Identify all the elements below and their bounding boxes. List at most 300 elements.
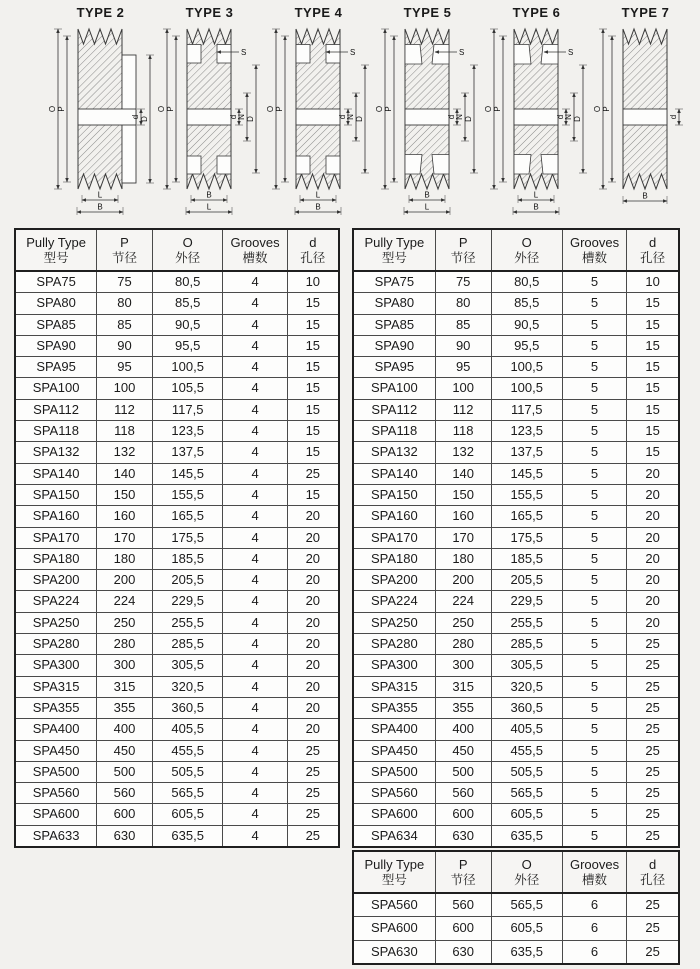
table-cell: 4 bbox=[223, 655, 287, 676]
table-cell: 5 bbox=[562, 421, 627, 442]
table-cell: 630 bbox=[435, 825, 491, 847]
table-cell: SPA630 bbox=[353, 940, 435, 964]
table-cell: 15 bbox=[287, 378, 339, 399]
diagram-title: TYPE 2 bbox=[76, 5, 125, 20]
table-cell: SPA132 bbox=[15, 442, 97, 463]
table-cell: 150 bbox=[435, 484, 491, 505]
table-cell: 4 bbox=[223, 740, 287, 761]
svg-text:B: B bbox=[533, 202, 539, 212]
table-cell: 100 bbox=[97, 378, 153, 399]
table-cell: 5 bbox=[562, 719, 627, 740]
table-row bbox=[353, 399, 679, 420]
table-cell: 160 bbox=[97, 506, 153, 527]
table-row bbox=[353, 421, 679, 442]
table-cell: 132 bbox=[435, 442, 491, 463]
pulley-drawing bbox=[373, 21, 482, 217]
table-cell: SPA160 bbox=[15, 506, 97, 527]
table-row bbox=[15, 548, 339, 569]
table-cell: 145,5 bbox=[491, 463, 562, 484]
table-cell: 20 bbox=[287, 655, 339, 676]
table-cell: 15 bbox=[287, 484, 339, 505]
table-cell: 25 bbox=[627, 804, 679, 825]
table-cell: 4 bbox=[223, 314, 287, 335]
table-cell: 355 bbox=[435, 697, 491, 718]
table-cell: 25 bbox=[287, 783, 339, 804]
table-cell: 560 bbox=[97, 783, 153, 804]
svg-text:D: D bbox=[464, 116, 473, 122]
table-cell: 25 bbox=[627, 783, 679, 804]
table-cell: 5 bbox=[562, 506, 627, 527]
table-cell: 15 bbox=[627, 378, 679, 399]
svg-text:d: d bbox=[669, 114, 678, 120]
table-cell: 360,5 bbox=[152, 697, 223, 718]
svg-text:L: L bbox=[533, 190, 539, 200]
table-cell: 20 bbox=[287, 506, 339, 527]
table-cell: 105,5 bbox=[152, 378, 223, 399]
table-cell: 600 bbox=[435, 804, 491, 825]
table-cell: 255,5 bbox=[491, 612, 562, 633]
svg-text:P: P bbox=[166, 106, 175, 112]
table-cell: 505,5 bbox=[152, 761, 223, 782]
table-cell: 185,5 bbox=[152, 548, 223, 569]
column-header: Pully Type 型号 bbox=[15, 229, 97, 271]
table-row bbox=[15, 825, 339, 847]
table-cell: 20 bbox=[287, 548, 339, 569]
pulley-diagram-5 bbox=[373, 4, 482, 224]
table-cell: 5 bbox=[562, 676, 627, 697]
table-cell: 165,5 bbox=[152, 506, 223, 527]
table-cell: 5 bbox=[562, 740, 627, 761]
svg-text:O: O bbox=[266, 105, 275, 113]
table-cell: 15 bbox=[287, 314, 339, 335]
table-row bbox=[15, 570, 339, 591]
header-row bbox=[353, 851, 679, 893]
table-row bbox=[15, 399, 339, 420]
column-header: O 外径 bbox=[152, 229, 223, 271]
table-cell: 250 bbox=[97, 612, 153, 633]
spec-table-6-grooves-wrap bbox=[352, 850, 680, 965]
column-header: d 孔径 bbox=[627, 851, 679, 893]
table-cell: 75 bbox=[435, 271, 491, 293]
svg-text:L: L bbox=[97, 190, 103, 200]
table-row bbox=[353, 314, 679, 335]
column-header: Grooves 槽数 bbox=[223, 229, 287, 271]
table-cell: 140 bbox=[435, 463, 491, 484]
table-cell: 20 bbox=[287, 591, 339, 612]
table-cell: 565,5 bbox=[491, 893, 562, 917]
table-cell: 450 bbox=[435, 740, 491, 761]
table-cell: 5 bbox=[562, 655, 627, 676]
table-cell: 15 bbox=[627, 399, 679, 420]
spec-table-5-grooves-wrap bbox=[352, 228, 680, 848]
table-cell: 90,5 bbox=[491, 314, 562, 335]
table-cell: SPA600 bbox=[353, 804, 435, 825]
table-cell: 6 bbox=[562, 940, 627, 964]
column-header: Grooves 槽数 bbox=[562, 851, 627, 893]
table-cell: 20 bbox=[627, 591, 679, 612]
table-cell: 175,5 bbox=[491, 527, 562, 548]
column-header: P 节径 bbox=[97, 229, 153, 271]
table-cell: 100,5 bbox=[491, 357, 562, 378]
table-cell: SPA355 bbox=[15, 697, 97, 718]
table-cell: 600 bbox=[435, 917, 491, 940]
svg-text:S: S bbox=[241, 48, 247, 57]
table-cell: 112 bbox=[97, 399, 153, 420]
table-cell: SPA200 bbox=[353, 570, 435, 591]
table-cell: SPA132 bbox=[353, 442, 435, 463]
table-cell: 80,5 bbox=[152, 271, 223, 293]
table-cell: SPA280 bbox=[353, 634, 435, 655]
table-cell: 450 bbox=[97, 740, 153, 761]
table-cell: SPA180 bbox=[15, 548, 97, 569]
table-row bbox=[353, 893, 679, 917]
table-cell: SPA170 bbox=[353, 527, 435, 548]
table-cell: SPA85 bbox=[15, 314, 97, 335]
column-header: P 节径 bbox=[435, 851, 491, 893]
table-cell: 205,5 bbox=[152, 570, 223, 591]
table-cell: 4 bbox=[223, 271, 287, 293]
table-cell: 95,5 bbox=[491, 335, 562, 356]
svg-text:d: d bbox=[338, 114, 347, 120]
svg-text:B: B bbox=[642, 191, 648, 201]
table-cell: 5 bbox=[562, 314, 627, 335]
table-cell: 25 bbox=[627, 825, 679, 847]
pulley-diagram-6 bbox=[482, 4, 591, 224]
table-cell: 4 bbox=[223, 527, 287, 548]
table-cell: SPA600 bbox=[15, 804, 97, 825]
table-cell: 6 bbox=[562, 917, 627, 940]
diagram-title: TYPE 4 bbox=[294, 5, 343, 20]
table-cell: SPA150 bbox=[353, 484, 435, 505]
table-cell: 4 bbox=[223, 804, 287, 825]
svg-text:D: D bbox=[246, 116, 255, 122]
diagram-strip bbox=[0, 4, 700, 224]
svg-text:N: N bbox=[564, 114, 573, 120]
table-cell: 85,5 bbox=[152, 293, 223, 314]
table-cell: 5 bbox=[562, 378, 627, 399]
table-row bbox=[353, 271, 679, 293]
table-cell: 4 bbox=[223, 463, 287, 484]
table-cell: 155,5 bbox=[152, 484, 223, 505]
table-cell: 137,5 bbox=[491, 442, 562, 463]
table-row bbox=[353, 293, 679, 314]
table-row bbox=[353, 655, 679, 676]
table-cell: SPA250 bbox=[353, 612, 435, 633]
table-row bbox=[15, 804, 339, 825]
table-row bbox=[15, 655, 339, 676]
table-cell: 25 bbox=[627, 893, 679, 917]
spec-table-5-grooves bbox=[352, 228, 680, 848]
table-cell: 280 bbox=[97, 634, 153, 655]
table-cell: 4 bbox=[223, 676, 287, 697]
table-cell: 4 bbox=[223, 335, 287, 356]
table-cell: 85,5 bbox=[491, 293, 562, 314]
table-cell: 20 bbox=[287, 676, 339, 697]
table-cell: 360,5 bbox=[491, 697, 562, 718]
table-cell: 80 bbox=[435, 293, 491, 314]
table-row bbox=[15, 314, 339, 335]
table-cell: 405,5 bbox=[152, 719, 223, 740]
table-cell: 117,5 bbox=[491, 399, 562, 420]
svg-text:N: N bbox=[237, 114, 246, 120]
table-cell: 4 bbox=[223, 719, 287, 740]
table-cell: 4 bbox=[223, 484, 287, 505]
table-row bbox=[353, 719, 679, 740]
table-cell: 635,5 bbox=[491, 940, 562, 964]
column-header: Pully Type 型号 bbox=[353, 229, 435, 271]
table-row bbox=[353, 634, 679, 655]
table-cell: SPA560 bbox=[353, 783, 435, 804]
table-cell: 25 bbox=[627, 676, 679, 697]
table-cell: 15 bbox=[627, 293, 679, 314]
table-cell: 100 bbox=[435, 378, 491, 399]
table-cell: SPA400 bbox=[353, 719, 435, 740]
table-cell: SPA90 bbox=[353, 335, 435, 356]
table-cell: SPA80 bbox=[15, 293, 97, 314]
table-cell: 145,5 bbox=[152, 463, 223, 484]
table-cell: 605,5 bbox=[491, 917, 562, 940]
table-row bbox=[353, 591, 679, 612]
table-row bbox=[15, 463, 339, 484]
svg-text:B: B bbox=[206, 190, 212, 200]
table-cell: 229,5 bbox=[491, 591, 562, 612]
table-cell: 185,5 bbox=[491, 548, 562, 569]
table-cell: SPA85 bbox=[353, 314, 435, 335]
table-cell: SPA95 bbox=[15, 357, 97, 378]
table-cell: SPA160 bbox=[353, 506, 435, 527]
column-header: Grooves 槽数 bbox=[562, 229, 627, 271]
table-row bbox=[353, 804, 679, 825]
table-cell: 25 bbox=[627, 634, 679, 655]
table-cell: 85 bbox=[97, 314, 153, 335]
table-row bbox=[353, 825, 679, 847]
table-cell: 200 bbox=[97, 570, 153, 591]
table-cell: 25 bbox=[627, 761, 679, 782]
table-cell: 5 bbox=[562, 825, 627, 847]
table-cell: SPA300 bbox=[353, 655, 435, 676]
table-cell: 315 bbox=[435, 676, 491, 697]
table-cell: 5 bbox=[562, 399, 627, 420]
table-cell: SPA112 bbox=[353, 399, 435, 420]
table-cell: 285,5 bbox=[491, 634, 562, 655]
table-row bbox=[353, 570, 679, 591]
table-cell: 100,5 bbox=[152, 357, 223, 378]
table-cell: 5 bbox=[562, 804, 627, 825]
table-cell: SPA80 bbox=[353, 293, 435, 314]
table-row bbox=[353, 357, 679, 378]
table-row bbox=[353, 612, 679, 633]
table-row bbox=[353, 740, 679, 761]
header-row bbox=[15, 229, 339, 271]
table-cell: 117,5 bbox=[152, 399, 223, 420]
table-row bbox=[353, 335, 679, 356]
svg-text:N: N bbox=[346, 114, 355, 120]
table-cell: 118 bbox=[97, 421, 153, 442]
table-cell: 4 bbox=[223, 506, 287, 527]
table-cell: 5 bbox=[562, 570, 627, 591]
pulley-diagram-7 bbox=[591, 4, 700, 224]
table-cell: 80,5 bbox=[491, 271, 562, 293]
table-row bbox=[15, 293, 339, 314]
table-cell: 132 bbox=[97, 442, 153, 463]
table-cell: SPA100 bbox=[353, 378, 435, 399]
table-row bbox=[15, 357, 339, 378]
table-cell: SPA118 bbox=[15, 421, 97, 442]
table-row bbox=[353, 527, 679, 548]
table-cell: 90 bbox=[435, 335, 491, 356]
table-cell: 25 bbox=[287, 804, 339, 825]
table-row bbox=[15, 421, 339, 442]
table-cell: SPA634 bbox=[353, 825, 435, 847]
table-row bbox=[353, 940, 679, 964]
svg-text:d: d bbox=[229, 114, 238, 120]
table-cell: SPA300 bbox=[15, 655, 97, 676]
table-cell: 15 bbox=[627, 357, 679, 378]
table-row bbox=[15, 591, 339, 612]
table-cell: 635,5 bbox=[152, 825, 223, 847]
svg-text:P: P bbox=[275, 106, 284, 112]
table-cell: 25 bbox=[627, 719, 679, 740]
table-cell: SPA315 bbox=[353, 676, 435, 697]
table-cell: 95 bbox=[435, 357, 491, 378]
table-row bbox=[15, 335, 339, 356]
column-header: O 外径 bbox=[491, 851, 562, 893]
table-cell: 4 bbox=[223, 293, 287, 314]
table-cell: 300 bbox=[97, 655, 153, 676]
table-cell: 4 bbox=[223, 825, 287, 847]
table-cell: SPA600 bbox=[353, 917, 435, 940]
table-cell: 205,5 bbox=[491, 570, 562, 591]
table-cell: SPA170 bbox=[15, 527, 97, 548]
svg-text:O: O bbox=[157, 105, 166, 113]
svg-text:P: P bbox=[493, 106, 502, 112]
table-cell: 15 bbox=[287, 399, 339, 420]
table-cell: SPA280 bbox=[15, 634, 97, 655]
table-cell: 405,5 bbox=[491, 719, 562, 740]
pulley-drawing bbox=[591, 21, 700, 217]
table-cell: 224 bbox=[97, 591, 153, 612]
table-cell: 25 bbox=[627, 655, 679, 676]
table-cell: SPA224 bbox=[353, 591, 435, 612]
table-cell: 20 bbox=[287, 634, 339, 655]
table-cell: 4 bbox=[223, 378, 287, 399]
svg-text:S: S bbox=[350, 48, 356, 57]
table-cell: 25 bbox=[627, 917, 679, 940]
table-cell: 25 bbox=[287, 463, 339, 484]
table-cell: 5 bbox=[562, 527, 627, 548]
table-cell: 15 bbox=[287, 442, 339, 463]
table-cell: 165,5 bbox=[491, 506, 562, 527]
svg-text:L: L bbox=[206, 202, 212, 212]
column-header: P 节径 bbox=[435, 229, 491, 271]
table-row bbox=[353, 548, 679, 569]
table-cell: 560 bbox=[435, 893, 491, 917]
table-cell: 5 bbox=[562, 335, 627, 356]
pulley-drawing bbox=[482, 21, 591, 217]
table-row bbox=[15, 271, 339, 293]
table-cell: 170 bbox=[97, 527, 153, 548]
table-row bbox=[353, 761, 679, 782]
table-cell: SPA90 bbox=[15, 335, 97, 356]
svg-text:D: D bbox=[355, 116, 364, 122]
table-cell: 224 bbox=[435, 591, 491, 612]
table-cell: SPA112 bbox=[15, 399, 97, 420]
table-cell: SPA450 bbox=[353, 740, 435, 761]
table-cell: 20 bbox=[627, 570, 679, 591]
table-cell: 4 bbox=[223, 591, 287, 612]
table-cell: 25 bbox=[627, 940, 679, 964]
table-cell: 5 bbox=[562, 271, 627, 293]
table-row bbox=[15, 697, 339, 718]
table-cell: 25 bbox=[627, 740, 679, 761]
table-cell: 123,5 bbox=[152, 421, 223, 442]
svg-text:P: P bbox=[384, 106, 393, 112]
table-cell: 95 bbox=[97, 357, 153, 378]
table-cell: 180 bbox=[435, 548, 491, 569]
table-row bbox=[15, 612, 339, 633]
table-cell: 160 bbox=[435, 506, 491, 527]
table-cell: 280 bbox=[435, 634, 491, 655]
table-cell: 4 bbox=[223, 761, 287, 782]
svg-text:P: P bbox=[57, 106, 66, 112]
table-cell: 315 bbox=[97, 676, 153, 697]
table-cell: 5 bbox=[562, 442, 627, 463]
svg-text:D: D bbox=[573, 116, 582, 122]
table-cell: 4 bbox=[223, 783, 287, 804]
svg-text:d: d bbox=[131, 114, 140, 120]
table-cell: SPA100 bbox=[15, 378, 97, 399]
table-cell: 20 bbox=[287, 527, 339, 548]
table-cell: SPA355 bbox=[353, 697, 435, 718]
table-cell: SPA150 bbox=[15, 484, 97, 505]
table-cell: 180 bbox=[97, 548, 153, 569]
diagram-title: TYPE 3 bbox=[185, 5, 234, 20]
table-cell: 155,5 bbox=[491, 484, 562, 505]
svg-text:d: d bbox=[447, 114, 456, 120]
table-cell: 20 bbox=[627, 484, 679, 505]
table-cell: 5 bbox=[562, 548, 627, 569]
table-cell: 20 bbox=[627, 527, 679, 548]
table-cell: SPA224 bbox=[15, 591, 97, 612]
table-cell: SPA315 bbox=[15, 676, 97, 697]
table-cell: 15 bbox=[287, 357, 339, 378]
table-cell: 4 bbox=[223, 399, 287, 420]
table-cell: 123,5 bbox=[491, 421, 562, 442]
diagram-title: TYPE 6 bbox=[512, 5, 561, 20]
column-header: O 外径 bbox=[491, 229, 562, 271]
table-cell: 500 bbox=[97, 761, 153, 782]
column-header: d 孔径 bbox=[287, 229, 339, 271]
table-cell: 320,5 bbox=[491, 676, 562, 697]
table-cell: 90 bbox=[97, 335, 153, 356]
svg-text:B: B bbox=[424, 190, 430, 200]
pulley-drawing bbox=[155, 21, 264, 217]
spec-table-4-grooves bbox=[14, 228, 340, 848]
table-row bbox=[353, 783, 679, 804]
table-row bbox=[15, 506, 339, 527]
table-row bbox=[353, 917, 679, 940]
pulley-diagram-2 bbox=[46, 4, 155, 224]
column-header: d 孔径 bbox=[627, 229, 679, 271]
table-cell: 4 bbox=[223, 421, 287, 442]
table-cell: 175,5 bbox=[152, 527, 223, 548]
table-cell: 229,5 bbox=[152, 591, 223, 612]
svg-text:B: B bbox=[315, 202, 321, 212]
svg-text:O: O bbox=[593, 105, 602, 113]
table-cell: 560 bbox=[435, 783, 491, 804]
table-row bbox=[353, 463, 679, 484]
table-cell: 630 bbox=[97, 825, 153, 847]
